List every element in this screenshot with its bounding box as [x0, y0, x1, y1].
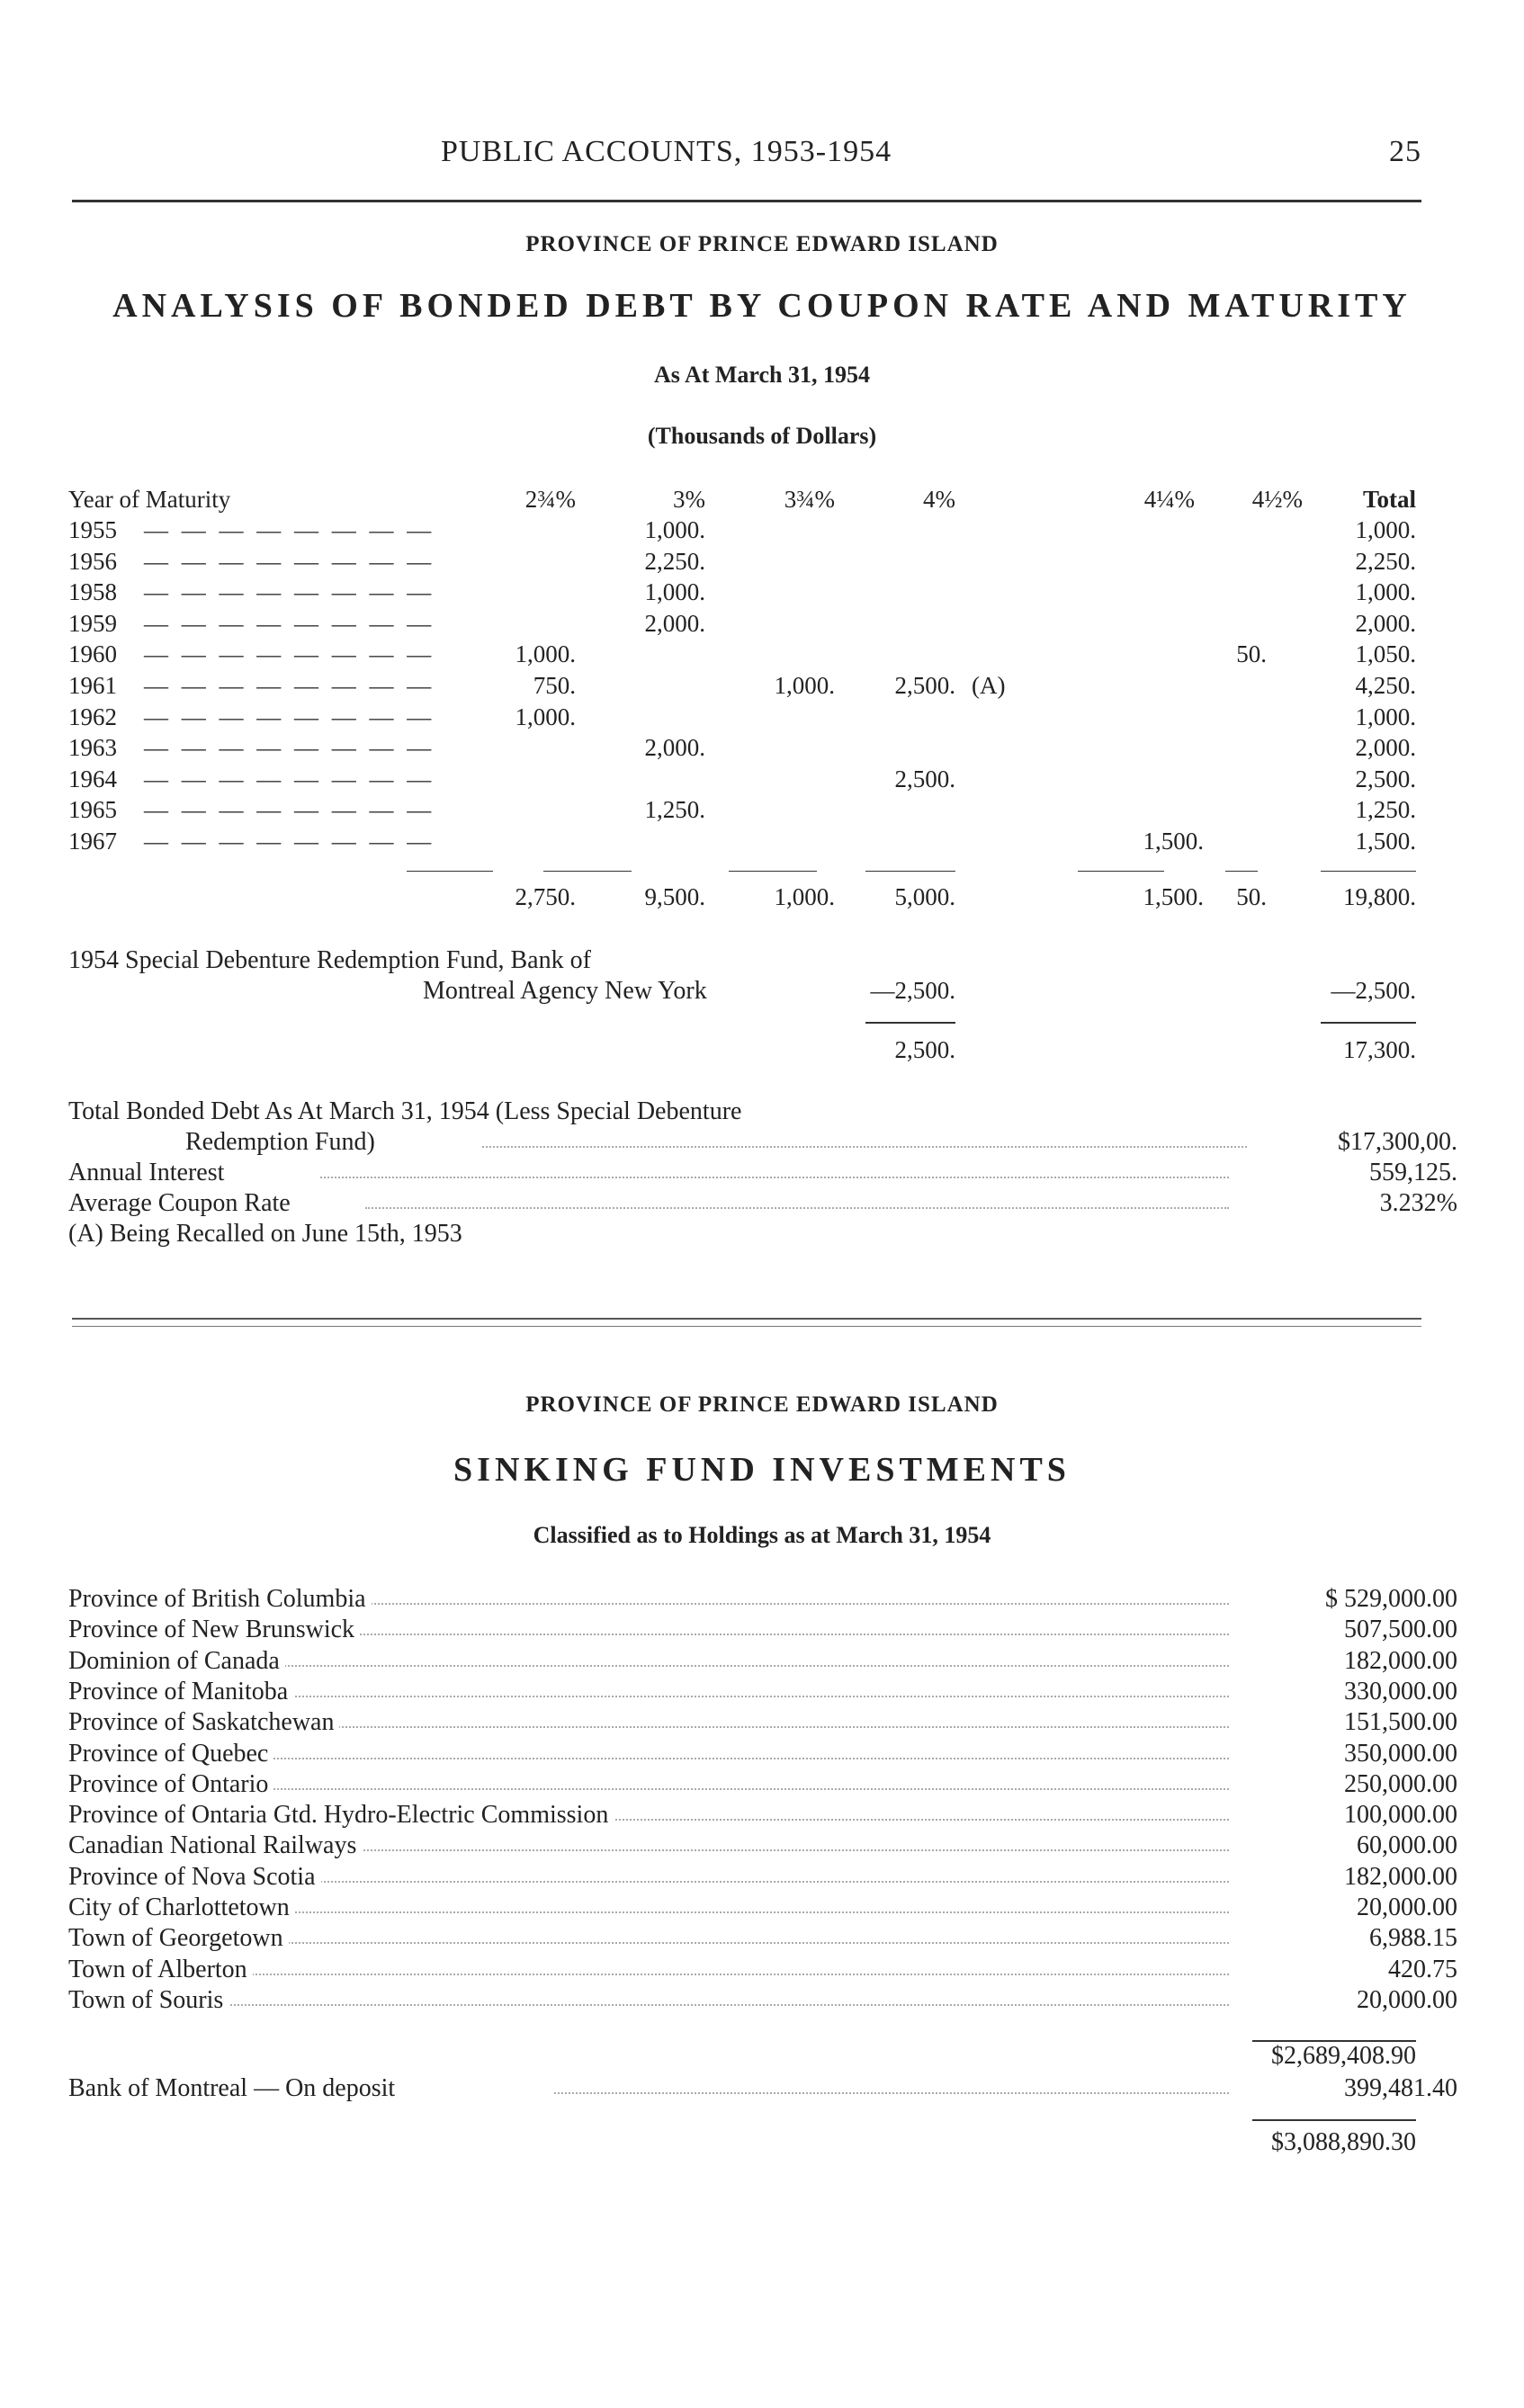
debt-subtitle: As At March 31, 1954: [653, 362, 870, 388]
head-rule: [72, 200, 1421, 202]
table-row: [0, 610, 1524, 640]
holding-amount: 20,000.00: [1357, 1985, 1457, 2014]
deposit-row: [68, 2074, 1457, 2105]
bonded-label-1: Total Bonded Debt As At March 31, 1954 (Less Special Debenture: [68, 1097, 742, 1125]
header-rate-2-75: 2¾%: [524, 486, 576, 513]
total-c5: 1,500.: [1143, 883, 1204, 910]
special-line-1: 1954 Special Debenture Redemption Fund, Bank of: [68, 946, 591, 974]
header-rate-3: 3%: [673, 486, 705, 513]
leader-dots: [140, 1942, 1229, 1944]
maturity-year: 1958: [68, 578, 117, 606]
holding-amount: 6,988.15: [1369, 1924, 1457, 1953]
table-row: [0, 796, 1524, 827]
header-rate-3-75: 3¾%: [784, 486, 835, 513]
maturity-year: 1962: [68, 703, 117, 730]
list-item: [68, 1739, 1457, 1770]
total-rule: [729, 871, 817, 872]
interest-label: Annual Interest: [68, 1159, 229, 1187]
avg-label: Average Coupon Rate: [68, 1189, 296, 1218]
table-row: [0, 703, 1524, 734]
sinking-province: PROVINCE OF PRINCE EDWARD ISLAND: [525, 1392, 999, 1417]
running-head-title: PUBLIC ACCOUNTS, 1953-1954: [441, 135, 892, 168]
cell-c2: 2,000.: [644, 609, 705, 637]
holding-amount: 20,000.00: [1357, 1893, 1457, 1921]
holding-label: City of Charlottetown: [68, 1893, 295, 1922]
debt-title: ANALYSIS OF BONDED DEBT BY COUPON RATE AND MATURITY: [112, 287, 1412, 325]
list-item: [68, 1955, 1457, 1986]
holding-amount: $ 529,000.00: [1325, 1585, 1457, 1613]
grand-total-rule: [1252, 2119, 1416, 2121]
list-item: [68, 1769, 1457, 1801]
recall-note: (A): [972, 672, 1006, 699]
cell-total: 2,500.: [1355, 765, 1416, 792]
cell-c2: 1,250.: [644, 796, 705, 824]
special-line-2: Montreal Agency New York: [423, 977, 707, 1005]
sinking-grand-total: $3,088,890.30: [1271, 2128, 1416, 2156]
total-c6: 50.: [1236, 883, 1267, 910]
cell-c2: 1,000.: [644, 516, 705, 543]
total-c2: 9,500.: [644, 883, 705, 910]
maturity-year: 1967: [68, 828, 117, 855]
page-number: 25: [1389, 135, 1421, 168]
cell-c1: 750.: [533, 672, 576, 699]
list-item: [68, 1893, 1457, 1924]
header-total: Total: [1362, 486, 1416, 513]
list-item: [68, 1677, 1457, 1708]
net-c4: 2,500.: [894, 1036, 955, 1063]
leader-dashes: — — — — — — — —: [144, 640, 435, 668]
cell-total: 1,000.: [1355, 578, 1416, 606]
leader-dashes: — — — — — — — —: [144, 703, 435, 730]
footnote-a: (A) Being Recalled on June 15th, 1953: [68, 1220, 462, 1248]
cell-total: 1,250.: [1355, 796, 1416, 824]
leader-dashes: — — — — — — — —: [144, 609, 435, 637]
avg-row: [68, 1189, 1457, 1220]
leader-dots: [140, 1758, 1229, 1759]
leader-dots: [140, 1696, 1229, 1697]
leader-dashes: — — — — — — — —: [144, 765, 435, 792]
table-row: [0, 516, 1524, 547]
total-rule: [543, 871, 632, 872]
list-item: [68, 1924, 1457, 1955]
cell-c2: 2,250.: [644, 547, 705, 575]
net-rule-total: [1321, 1022, 1416, 1024]
holding-amount: 60,000.00: [1357, 1831, 1457, 1860]
list-item: [68, 1646, 1457, 1678]
holding-label: Dominion of Canada: [68, 1647, 285, 1676]
total-grand: 19,800.: [1343, 883, 1416, 910]
cell-c2: 2,000.: [644, 734, 705, 762]
table-row: [0, 672, 1524, 703]
cell-c1: 1,000.: [515, 640, 576, 668]
net-total: 17,300.: [1343, 1036, 1416, 1063]
leader-dots: [482, 1146, 1247, 1148]
cell-total: 2,250.: [1355, 547, 1416, 575]
maturity-year: 1961: [68, 672, 117, 699]
holding-amount: 350,000.00: [1344, 1739, 1457, 1768]
bonded-row: [68, 1128, 1457, 1159]
list-item: [68, 1862, 1457, 1893]
cell-total: 1,000.: [1355, 516, 1416, 543]
holding-amount: 182,000.00: [1344, 1646, 1457, 1675]
leader-dashes: — — — — — — — —: [144, 578, 435, 606]
leader-dots: [140, 1788, 1229, 1790]
leader-dashes: — — — — — — — —: [144, 672, 435, 699]
total-c1: 2,750.: [515, 883, 576, 910]
interest-row: [68, 1159, 1457, 1189]
total-c3: 1,000.: [774, 883, 835, 910]
header-rate-4-25: 4¼%: [1143, 486, 1195, 513]
holding-amount: 182,000.00: [1344, 1862, 1457, 1891]
cell-c4: 2,500.: [894, 765, 955, 792]
maturity-year: 1959: [68, 609, 117, 637]
leader-dashes: — — — — — — — —: [144, 734, 435, 762]
list-item: [68, 1985, 1457, 2017]
table-row: [0, 578, 1524, 609]
total-rule: [1078, 871, 1164, 872]
sinking-subtotal: $2,689,408.90: [1271, 2042, 1416, 2070]
bonded-value: $17,300,00.: [1338, 1128, 1457, 1156]
sinking-title: SINKING FUND INVESTMENTS: [453, 1451, 1071, 1489]
cell-c2: 1,000.: [644, 578, 705, 606]
list-item: [68, 1708, 1457, 1739]
leader-dots: [140, 1665, 1229, 1667]
list-item: [68, 1616, 1457, 1646]
cell-total: 1,500.: [1355, 828, 1416, 855]
section-divider: [72, 1318, 1421, 1320]
holding-amount: 420.75: [1388, 1955, 1457, 1983]
leader-dashes: — — — — — — — —: [144, 547, 435, 575]
maturity-year: 1955: [68, 516, 117, 543]
list-item: [68, 1801, 1457, 1831]
holding-label: Province of Quebec: [68, 1740, 273, 1768]
maturity-year: 1956: [68, 547, 117, 575]
deposit-label: Bank of Montreal — On deposit: [68, 2074, 400, 2103]
table-row: [0, 828, 1524, 858]
maturity-year: 1960: [68, 640, 117, 668]
net-rule-c4: [865, 1022, 955, 1024]
holding-label: Province of Manitoba: [68, 1678, 293, 1706]
table-header: [0, 486, 1524, 516]
maturity-year: 1963: [68, 734, 117, 762]
cell-total: 2,000.: [1355, 734, 1416, 762]
holding-label: Town of Georgetown: [68, 1924, 289, 1953]
cell-c3: 1,000.: [774, 672, 835, 699]
total-rule: [865, 871, 955, 872]
holding-label: Province of Ontaria Gtd. Hydro-Electric Commission: [68, 1801, 614, 1830]
holding-amount: 330,000.00: [1344, 1677, 1457, 1705]
cell-total: 1,050.: [1355, 640, 1416, 668]
cell-c1: 1,000.: [515, 703, 576, 730]
sinking-subtitle: Classified as to Holdings as at March 31, 1954: [533, 1522, 991, 1548]
total-rule: [1225, 871, 1258, 872]
leader-dashes: — — — — — — — —: [144, 828, 435, 855]
totals-row: [0, 883, 1524, 914]
cell-c5: 1,500.: [1143, 828, 1204, 855]
debt-province: PROVINCE OF PRINCE EDWARD ISLAND: [525, 232, 999, 256]
list-item: [68, 1831, 1457, 1862]
holding-label: Canadian National Railways: [68, 1831, 362, 1860]
holding-amount: 507,500.00: [1344, 1616, 1457, 1644]
holding-amount: 100,000.00: [1344, 1801, 1457, 1830]
leader-dots: [140, 1911, 1229, 1913]
holding-label: Province of British Columbia: [68, 1585, 372, 1614]
holding-label: Province of New Brunswick: [68, 1616, 360, 1644]
cell-c6: 50.: [1236, 640, 1267, 668]
cell-total: 1,000.: [1355, 703, 1416, 730]
total-rule: [407, 871, 493, 872]
cell-c4: 2,500.: [894, 672, 955, 699]
total-c4: 5,000.: [894, 883, 955, 910]
leader-dots: [140, 1974, 1229, 1975]
header-rate-4-5: 4½%: [1251, 486, 1303, 513]
holding-label: Province of Nova Scotia: [68, 1863, 321, 1892]
deposit-amount: 399,481.40: [1344, 2074, 1457, 2102]
cell-total: 4,250.: [1355, 672, 1416, 699]
holding-label: Province of Ontario: [68, 1770, 273, 1799]
table-row: [0, 765, 1524, 796]
table-row: [0, 734, 1524, 765]
header-year: Year of Maturity: [68, 486, 231, 513]
maturity-year: 1965: [68, 796, 117, 824]
holding-label: Town of Alberton: [68, 1956, 253, 1984]
interest-value: 559,125.: [1369, 1159, 1457, 1186]
table-row: [0, 640, 1524, 671]
section-divider-2: [72, 1326, 1421, 1327]
holding-label: Town of Souris: [68, 1986, 229, 2015]
holding-amount: 250,000.00: [1344, 1769, 1457, 1798]
leader-dots: [320, 1177, 1229, 1178]
leader-dots: [365, 1207, 1229, 1209]
holding-amount: 151,500.00: [1344, 1708, 1457, 1737]
bonded-label-2: Redemption Fund): [185, 1128, 381, 1157]
avg-value: 3.232%: [1379, 1189, 1457, 1217]
special-total: —2,500.: [1331, 977, 1416, 1004]
header-rate-4: 4%: [923, 486, 955, 513]
leader-dots: [554, 2092, 1229, 2094]
total-rule: [1321, 871, 1416, 872]
maturity-year: 1964: [68, 765, 117, 792]
leader-dashes: — — — — — — — —: [144, 516, 435, 543]
leader-dashes: — — — — — — — —: [144, 796, 435, 824]
debt-units: (Thousands of Dollars): [647, 423, 877, 449]
leader-dots: [140, 2004, 1229, 2006]
holding-label: Province of Saskatchewan: [68, 1708, 339, 1737]
table-row: [0, 548, 1524, 578]
list-item: [68, 1585, 1457, 1616]
cell-total: 2,000.: [1355, 609, 1416, 637]
special-c4: —2,500.: [870, 977, 955, 1004]
